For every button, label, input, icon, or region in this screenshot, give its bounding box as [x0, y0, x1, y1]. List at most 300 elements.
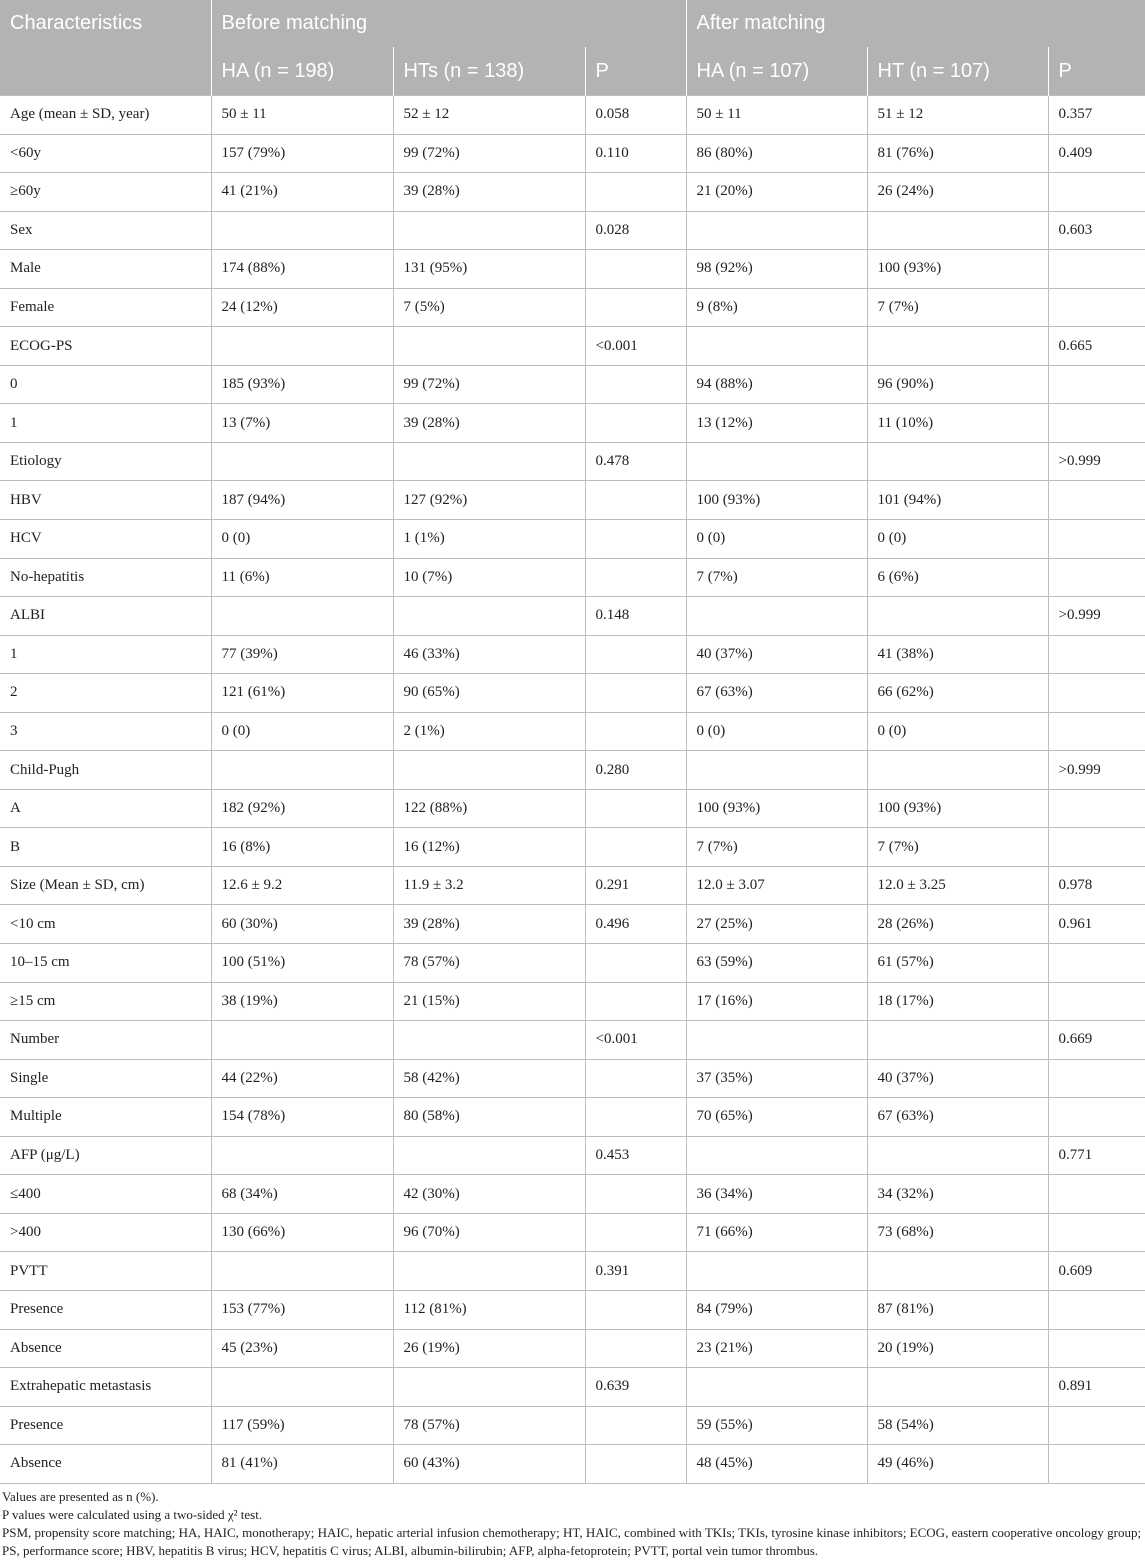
cell-hts-before: 96 (70%)	[393, 1213, 585, 1252]
cell-ha-before: 60 (30%)	[211, 905, 393, 944]
cell-characteristic: ALBI	[0, 597, 211, 636]
cell-characteristic: Etiology	[0, 442, 211, 481]
cell-hts-before: 10 (7%)	[393, 558, 585, 597]
header-ha-after: HA (n = 107)	[686, 47, 867, 96]
cell-p-after	[1048, 404, 1145, 443]
cell-characteristic: <60y	[0, 134, 211, 173]
cell-characteristic: ≤400	[0, 1175, 211, 1214]
cell-ha-after: 59 (55%)	[686, 1406, 867, 1445]
cell-p-before	[585, 250, 686, 289]
cell-ht-after: 61 (57%)	[867, 944, 1048, 983]
cell-p-after	[1048, 982, 1145, 1021]
table-row	[0, 751, 1145, 790]
cell-hts-before	[393, 211, 585, 250]
table-row	[0, 288, 1145, 327]
cell-ha-after: 100 (93%)	[686, 481, 867, 520]
table-row	[0, 905, 1145, 944]
cell-p-before	[585, 944, 686, 983]
cell-ht-after: 81 (76%)	[867, 134, 1048, 173]
cell-characteristic: Age (mean ± SD, year)	[0, 96, 211, 135]
cell-p-before	[585, 481, 686, 520]
cell-ht-after	[867, 1252, 1048, 1291]
cell-ha-before: 117 (59%)	[211, 1406, 393, 1445]
cell-ha-after: 7 (7%)	[686, 558, 867, 597]
cell-characteristic: 10–15 cm	[0, 944, 211, 983]
cell-p-before: 0.148	[585, 597, 686, 636]
cell-ht-after: 28 (26%)	[867, 905, 1048, 944]
cell-p-after	[1048, 944, 1145, 983]
cell-p-after: 0.603	[1048, 211, 1145, 250]
cell-ha-after: 21 (20%)	[686, 173, 867, 212]
cell-p-after: >0.999	[1048, 751, 1145, 790]
table-row	[0, 1329, 1145, 1368]
cell-hts-before	[393, 1021, 585, 1060]
cell-ht-after: 20 (19%)	[867, 1329, 1048, 1368]
cell-ha-after: 100 (93%)	[686, 789, 867, 828]
cell-p-after	[1048, 558, 1145, 597]
cell-ht-after: 0 (0)	[867, 712, 1048, 751]
table-row	[0, 789, 1145, 828]
cell-p-before	[585, 558, 686, 597]
cell-p-before: 0.639	[585, 1368, 686, 1407]
cell-p-before	[585, 712, 686, 751]
cell-p-after	[1048, 288, 1145, 327]
cell-ht-after: 100 (93%)	[867, 250, 1048, 289]
cell-hts-before	[393, 1252, 585, 1291]
cell-p-after	[1048, 1213, 1145, 1252]
cell-p-after	[1048, 481, 1145, 520]
cell-hts-before: 58 (42%)	[393, 1059, 585, 1098]
cell-ha-after: 12.0 ± 3.07	[686, 866, 867, 905]
cell-p-after: 0.669	[1048, 1021, 1145, 1060]
cell-hts-before: 1 (1%)	[393, 520, 585, 559]
table-row	[0, 558, 1145, 597]
cell-ht-after: 34 (32%)	[867, 1175, 1048, 1214]
table-row	[0, 635, 1145, 674]
cell-p-before: <0.001	[585, 1021, 686, 1060]
cell-characteristic: Extrahepatic metastasis	[0, 1368, 211, 1407]
header-characteristics: Characteristics	[0, 0, 211, 96]
table-row	[0, 1368, 1145, 1407]
cell-p-after	[1048, 1406, 1145, 1445]
cell-ha-after	[686, 1021, 867, 1060]
cell-p-after: 0.609	[1048, 1252, 1145, 1291]
cell-characteristic: 2	[0, 674, 211, 713]
cell-hts-before: 80 (58%)	[393, 1098, 585, 1137]
cell-p-before	[585, 173, 686, 212]
cell-p-after: 0.665	[1048, 327, 1145, 366]
table-row	[0, 1252, 1145, 1291]
cell-ht-after	[867, 327, 1048, 366]
table-row	[0, 327, 1145, 366]
table-row	[0, 1059, 1145, 1098]
cell-characteristic: ECOG-PS	[0, 327, 211, 366]
cell-ht-after: 7 (7%)	[867, 828, 1048, 867]
header-p-before: P	[585, 47, 686, 96]
cell-ht-after: 67 (63%)	[867, 1098, 1048, 1137]
cell-ht-after: 101 (94%)	[867, 481, 1048, 520]
cell-p-before: 0.391	[585, 1252, 686, 1291]
cell-ha-after	[686, 211, 867, 250]
cell-hts-before: 26 (19%)	[393, 1329, 585, 1368]
cell-p-before: 0.110	[585, 134, 686, 173]
table-row	[0, 1175, 1145, 1214]
table-row	[0, 96, 1145, 135]
cell-ha-before: 187 (94%)	[211, 481, 393, 520]
cell-hts-before	[393, 1136, 585, 1175]
cell-hts-before: 127 (92%)	[393, 481, 585, 520]
cell-characteristic: Size (Mean ± SD, cm)	[0, 866, 211, 905]
cell-p-after	[1048, 1098, 1145, 1137]
cell-p-before	[585, 828, 686, 867]
cell-hts-before	[393, 751, 585, 790]
cell-ha-before: 154 (78%)	[211, 1098, 393, 1137]
cell-characteristic: Presence	[0, 1406, 211, 1445]
cell-ha-before: 157 (79%)	[211, 134, 393, 173]
table-row	[0, 866, 1145, 905]
cell-p-after: >0.999	[1048, 597, 1145, 636]
cell-p-after	[1048, 712, 1145, 751]
cell-p-after	[1048, 250, 1145, 289]
cell-characteristic: Male	[0, 250, 211, 289]
cell-ht-after	[867, 442, 1048, 481]
cell-p-after	[1048, 789, 1145, 828]
cell-p-before	[585, 1329, 686, 1368]
cell-ha-before	[211, 1252, 393, 1291]
cell-p-before	[585, 1445, 686, 1484]
cell-ht-after: 58 (54%)	[867, 1406, 1048, 1445]
cell-p-after: 0.891	[1048, 1368, 1145, 1407]
cell-hts-before: 2 (1%)	[393, 712, 585, 751]
cell-p-after: 0.771	[1048, 1136, 1145, 1175]
cell-p-before	[585, 1175, 686, 1214]
cell-ha-before: 182 (92%)	[211, 789, 393, 828]
cell-ht-after: 12.0 ± 3.25	[867, 866, 1048, 905]
cell-ht-after: 7 (7%)	[867, 288, 1048, 327]
cell-ht-after: 0 (0)	[867, 520, 1048, 559]
cell-p-before	[585, 288, 686, 327]
cell-characteristic: B	[0, 828, 211, 867]
cell-hts-before	[393, 442, 585, 481]
table-row	[0, 1021, 1145, 1060]
cell-ha-after: 71 (66%)	[686, 1213, 867, 1252]
header-after-matching: After matching	[686, 0, 1145, 47]
cell-p-after	[1048, 828, 1145, 867]
cell-ha-after	[686, 327, 867, 366]
cell-characteristic: 1	[0, 635, 211, 674]
cell-p-before	[585, 1213, 686, 1252]
cell-ha-before: 185 (93%)	[211, 365, 393, 404]
cell-p-before: <0.001	[585, 327, 686, 366]
table-row	[0, 404, 1145, 443]
cell-characteristic: A	[0, 789, 211, 828]
cell-characteristic: HCV	[0, 520, 211, 559]
cell-ha-after	[686, 442, 867, 481]
cell-characteristic: ≥15 cm	[0, 982, 211, 1021]
cell-hts-before: 52 ± 12	[393, 96, 585, 135]
cell-p-after	[1048, 1445, 1145, 1484]
cell-ha-before: 68 (34%)	[211, 1175, 393, 1214]
cell-hts-before: 16 (12%)	[393, 828, 585, 867]
cell-p-before	[585, 789, 686, 828]
cell-ht-after: 87 (81%)	[867, 1290, 1048, 1329]
cell-p-after	[1048, 1290, 1145, 1329]
cell-characteristic: AFP (μg/L)	[0, 1136, 211, 1175]
cell-hts-before: 7 (5%)	[393, 288, 585, 327]
table-row	[0, 828, 1145, 867]
cell-characteristic: Absence	[0, 1445, 211, 1484]
table-row	[0, 944, 1145, 983]
header-p-after: P	[1048, 47, 1145, 96]
cell-ha-before: 41 (21%)	[211, 173, 393, 212]
cell-p-before: 0.496	[585, 905, 686, 944]
footnote-p-values: P values were calculated using a two-sided χ² test.	[2, 1507, 263, 1522]
header-before-matching: Before matching	[211, 0, 686, 47]
cell-p-before	[585, 1406, 686, 1445]
table-row	[0, 442, 1145, 481]
cell-p-before	[585, 520, 686, 559]
cell-ha-after: 27 (25%)	[686, 905, 867, 944]
cell-ha-before	[211, 1368, 393, 1407]
table-row	[0, 1406, 1145, 1445]
cell-p-before: 0.058	[585, 96, 686, 135]
cell-p-after	[1048, 365, 1145, 404]
cell-ha-before: 11 (6%)	[211, 558, 393, 597]
cell-p-before	[585, 982, 686, 1021]
cell-ha-after: 17 (16%)	[686, 982, 867, 1021]
cell-ha-before	[211, 1021, 393, 1060]
cell-characteristic: No-hepatitis	[0, 558, 211, 597]
cell-characteristic: >400	[0, 1213, 211, 1252]
cell-p-before	[585, 635, 686, 674]
cell-ht-after: 41 (38%)	[867, 635, 1048, 674]
cell-ha-before	[211, 751, 393, 790]
cell-ht-after: 100 (93%)	[867, 789, 1048, 828]
cell-ha-before: 77 (39%)	[211, 635, 393, 674]
cell-ht-after: 96 (90%)	[867, 365, 1048, 404]
header-hts-before: HTs (n = 138)	[393, 47, 585, 96]
cell-ha-after: 23 (21%)	[686, 1329, 867, 1368]
cell-ht-after: 26 (24%)	[867, 173, 1048, 212]
cell-hts-before: 99 (72%)	[393, 365, 585, 404]
cell-characteristic: Absence	[0, 1329, 211, 1368]
cell-p-before	[585, 404, 686, 443]
cell-p-after: >0.999	[1048, 442, 1145, 481]
cell-hts-before: 21 (15%)	[393, 982, 585, 1021]
cell-ht-after	[867, 597, 1048, 636]
cell-ht-after: 51 ± 12	[867, 96, 1048, 135]
cell-ha-after: 36 (34%)	[686, 1175, 867, 1214]
cell-p-after	[1048, 1059, 1145, 1098]
cell-p-before	[585, 365, 686, 404]
cell-ha-before: 130 (66%)	[211, 1213, 393, 1252]
cell-ha-before: 24 (12%)	[211, 288, 393, 327]
table-row	[0, 1098, 1145, 1137]
cell-p-after: 0.409	[1048, 134, 1145, 173]
cell-ha-after	[686, 1252, 867, 1291]
cell-ha-after: 0 (0)	[686, 712, 867, 751]
cell-p-after	[1048, 635, 1145, 674]
cell-ha-before: 38 (19%)	[211, 982, 393, 1021]
cell-ht-after	[867, 751, 1048, 790]
cell-ha-after: 98 (92%)	[686, 250, 867, 289]
cell-ht-after	[867, 1368, 1048, 1407]
cell-p-after	[1048, 173, 1145, 212]
table-row	[0, 365, 1145, 404]
table-header	[0, 0, 1145, 96]
cell-ha-after: 48 (45%)	[686, 1445, 867, 1484]
cell-ha-before	[211, 442, 393, 481]
cell-characteristic: <10 cm	[0, 905, 211, 944]
cell-ht-after: 73 (68%)	[867, 1213, 1048, 1252]
cell-hts-before: 39 (28%)	[393, 905, 585, 944]
cell-ha-before	[211, 327, 393, 366]
cell-hts-before: 131 (95%)	[393, 250, 585, 289]
table-row	[0, 211, 1145, 250]
cell-hts-before: 42 (30%)	[393, 1175, 585, 1214]
table-row	[0, 173, 1145, 212]
table-row	[0, 1290, 1145, 1329]
cell-p-before	[585, 1098, 686, 1137]
cell-ht-after: 49 (46%)	[867, 1445, 1048, 1484]
cell-hts-before: 122 (88%)	[393, 789, 585, 828]
header-ha-before: HA (n = 198)	[211, 47, 393, 96]
cell-characteristic: 3	[0, 712, 211, 751]
cell-ht-after	[867, 1021, 1048, 1060]
cell-ha-before	[211, 597, 393, 636]
table-row	[0, 1136, 1145, 1175]
table-body	[0, 96, 1145, 1484]
cell-ha-before: 100 (51%)	[211, 944, 393, 983]
cell-ht-after	[867, 1136, 1048, 1175]
cell-ha-after: 84 (79%)	[686, 1290, 867, 1329]
cell-hts-before: 99 (72%)	[393, 134, 585, 173]
cell-ha-after: 63 (59%)	[686, 944, 867, 983]
cell-p-before	[585, 674, 686, 713]
cell-p-before	[585, 1059, 686, 1098]
cell-ha-after: 13 (12%)	[686, 404, 867, 443]
table-row	[0, 1213, 1145, 1252]
cell-hts-before: 112 (81%)	[393, 1290, 585, 1329]
table-row	[0, 520, 1145, 559]
cell-hts-before	[393, 597, 585, 636]
table-row	[0, 674, 1145, 713]
cell-ht-after: 11 (10%)	[867, 404, 1048, 443]
table-row	[0, 982, 1145, 1021]
cell-characteristic: Sex	[0, 211, 211, 250]
table-footnotes	[2, 1488, 1142, 1560]
cell-ht-after	[867, 211, 1048, 250]
header-row-groups	[0, 0, 1145, 47]
cell-p-before: 0.291	[585, 866, 686, 905]
cell-p-after: 0.978	[1048, 866, 1145, 905]
cell-p-before: 0.280	[585, 751, 686, 790]
cell-ha-before: 45 (23%)	[211, 1329, 393, 1368]
cell-ha-before: 0 (0)	[211, 520, 393, 559]
cell-hts-before: 78 (57%)	[393, 1406, 585, 1445]
cell-p-after: 0.961	[1048, 905, 1145, 944]
cell-p-after: 0.357	[1048, 96, 1145, 135]
table-row	[0, 1445, 1145, 1484]
cell-ha-before: 174 (88%)	[211, 250, 393, 289]
cell-ha-after: 94 (88%)	[686, 365, 867, 404]
cell-characteristic: 0	[0, 365, 211, 404]
cell-p-before: 0.028	[585, 211, 686, 250]
cell-p-before	[585, 1290, 686, 1329]
table-row	[0, 712, 1145, 751]
cell-ha-after	[686, 751, 867, 790]
cell-hts-before: 39 (28%)	[393, 173, 585, 212]
cell-p-before: 0.478	[585, 442, 686, 481]
cell-hts-before: 60 (43%)	[393, 1445, 585, 1484]
cell-hts-before: 11.9 ± 3.2	[393, 866, 585, 905]
table-row	[0, 597, 1145, 636]
cell-hts-before	[393, 327, 585, 366]
cell-ha-after	[686, 1368, 867, 1407]
cell-p-after	[1048, 1175, 1145, 1214]
cell-characteristic: Single	[0, 1059, 211, 1098]
cell-hts-before: 39 (28%)	[393, 404, 585, 443]
cell-characteristic: HBV	[0, 481, 211, 520]
cell-ha-after	[686, 597, 867, 636]
cell-ha-before	[211, 1136, 393, 1175]
cell-ha-after: 50 ± 11	[686, 96, 867, 135]
cell-ha-before: 12.6 ± 9.2	[211, 866, 393, 905]
cell-characteristic: Female	[0, 288, 211, 327]
cell-ha-before: 153 (77%)	[211, 1290, 393, 1329]
cell-ht-after: 40 (37%)	[867, 1059, 1048, 1098]
cell-ht-after: 18 (17%)	[867, 982, 1048, 1021]
cell-ha-after: 7 (7%)	[686, 828, 867, 867]
cell-ha-after: 9 (8%)	[686, 288, 867, 327]
cell-hts-before: 46 (33%)	[393, 635, 585, 674]
cell-p-after	[1048, 1329, 1145, 1368]
cell-ha-before: 13 (7%)	[211, 404, 393, 443]
cell-characteristic: Child-Pugh	[0, 751, 211, 790]
cell-ha-before: 50 ± 11	[211, 96, 393, 135]
cell-ha-before: 121 (61%)	[211, 674, 393, 713]
cell-characteristic: PVTT	[0, 1252, 211, 1291]
footnote-abbreviations: PSM, propensity score matching; HA, HAIC, monotherapy; HAIC, hepatic arterial infusion chemotherapy; HT, HAIC, combined with TKIs; TKIs, tyrosine kinase inhibitors; ECOG, eastern cooperative oncology group; PS, performance score; HBV, hepatitis B virus; HCV, hepatitis C virus; ALBI, albumin-bilirubin; AFP, alpha-fetoprotein; PVTT, portal vein tumor thrombus.	[2, 1525, 1142, 1558]
cell-characteristic: ≥60y	[0, 173, 211, 212]
cell-ha-after: 86 (80%)	[686, 134, 867, 173]
cell-ha-before: 81 (41%)	[211, 1445, 393, 1484]
table-row	[0, 250, 1145, 289]
cell-hts-before: 90 (65%)	[393, 674, 585, 713]
cell-characteristic: 1	[0, 404, 211, 443]
cell-ha-before: 44 (22%)	[211, 1059, 393, 1098]
cell-ha-before	[211, 211, 393, 250]
cell-ha-after	[686, 1136, 867, 1175]
cell-p-before: 0.453	[585, 1136, 686, 1175]
cell-p-after	[1048, 520, 1145, 559]
cell-characteristic: Presence	[0, 1290, 211, 1329]
cell-ha-after: 40 (37%)	[686, 635, 867, 674]
cell-characteristic: Number	[0, 1021, 211, 1060]
cell-ha-after: 0 (0)	[686, 520, 867, 559]
header-ht-after: HT (n = 107)	[867, 47, 1048, 96]
cell-ht-after: 6 (6%)	[867, 558, 1048, 597]
cell-ha-before: 0 (0)	[211, 712, 393, 751]
cell-hts-before: 78 (57%)	[393, 944, 585, 983]
cell-hts-before	[393, 1368, 585, 1407]
cell-ht-after: 66 (62%)	[867, 674, 1048, 713]
table-row	[0, 481, 1145, 520]
cell-ha-after: 70 (65%)	[686, 1098, 867, 1137]
cell-ha-after: 67 (63%)	[686, 674, 867, 713]
table-row	[0, 134, 1145, 173]
cell-p-after	[1048, 674, 1145, 713]
